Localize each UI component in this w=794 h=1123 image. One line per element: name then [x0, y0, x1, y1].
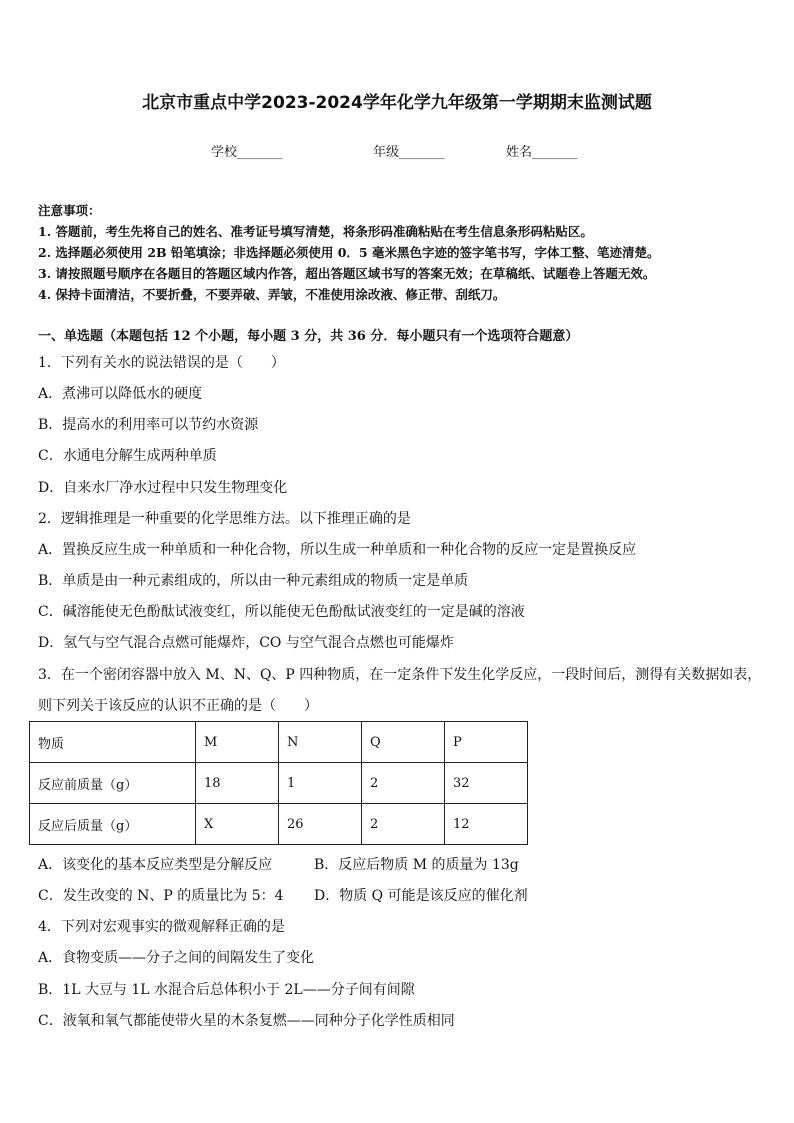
- table-cell: 18: [196, 763, 279, 804]
- notice-item-2: 2. 选择题必须使用 2B 铅笔填涂；非选择题必须使用 0．5 毫米黑色字迹的签字笔书写，字体工整、笔迹清楚。: [38, 245, 660, 260]
- notice-item-4: 4. 保持卡面清洁，不要折叠，不要弄破、弄皱，不准使用涂改液、修正带、刮纸刀。: [38, 287, 506, 302]
- name-field: 姓名_______: [506, 145, 578, 160]
- table-row: [30, 763, 528, 804]
- q4-option-a: A．食物变质——分子之间的间隔发生了变化: [38, 950, 315, 966]
- q3-option-a: A．该变化的基本反应类型是分解反应: [38, 857, 273, 873]
- q2-option-d: D．氢气与空气混合点燃可能爆炸，CO 与空气混合点燃也可能爆炸: [38, 635, 454, 651]
- table-cell: P: [445, 722, 528, 763]
- table-row: [30, 722, 528, 763]
- table-cell: 26: [279, 804, 362, 845]
- table-cell: 反应前质量（g）: [30, 763, 196, 804]
- table-cell: N: [279, 722, 362, 763]
- q1-option-d: D．自来水厂净水过程中只发生物理变化: [38, 480, 288, 496]
- q1-stem: 1．下列有关水的说法错误的是（ ）: [38, 355, 285, 371]
- q1-option-b: B．提高水的利用率可以节约水资源: [38, 417, 259, 433]
- q2-option-c: C．碱溶能使无色酚酞试液变红，所以能使无色酚酞试液变红的一定是碱的溶液: [38, 604, 525, 620]
- school-field: 学校_______: [211, 145, 283, 160]
- table-cell: M: [196, 722, 279, 763]
- grade-field: 年级_______: [373, 145, 445, 160]
- q2-option-b: B．单质是由一种元素组成的，所以由一种元素组成的物质一定是单质: [38, 573, 469, 589]
- table-row: [30, 804, 528, 845]
- table-cell: 2: [362, 763, 445, 804]
- table-cell: 2: [362, 804, 445, 845]
- table-cell: X: [196, 804, 279, 845]
- q1-option-a: A．煮沸可以降低水的硬度: [38, 386, 203, 402]
- section-heading: 一、单选题（本题包括 12 个小题，每小题 3 分，共 36 分．每小题只有一个选项符合题意）: [38, 329, 579, 344]
- notice-item-3: 3. 请按照题号顺序在各题目的答题区域内作答，超出答题区域书写的答案无效；在草稿纸、试题卷上答题无效。: [38, 266, 656, 281]
- q3-stem-line-1: 3．在一个密闭容器中放入 M、N、Q、P 四种物质，在一定条件下发生化学反应，一段时间后，测得有关数据如表，: [38, 667, 762, 683]
- q3-data-table: [29, 721, 528, 845]
- table-cell: Q: [362, 722, 445, 763]
- q1-option-c: C．水通电分解生成两种单质: [38, 448, 217, 464]
- table-cell: 1: [279, 763, 362, 804]
- q2-stem: 2．逻辑推理是一种重要的化学思维方法。以下推理正确的是: [38, 511, 411, 527]
- q3-option-c: C．发生改变的 N、P 的质量比为 5：4: [38, 888, 284, 904]
- q3-stem-line-2: 则下列关于该反应的认识不正确的是（ ）: [38, 698, 318, 714]
- q4-option-c: C．液氧和氧气都能使带火星的木条复燃——同种分子化学性质相同: [38, 1013, 455, 1029]
- q2-option-a: A．置换反应生成一种单质和一种化合物，所以生成一种单质和一种化合物的反应一定是置换反应: [38, 542, 637, 558]
- q4-stem: 4．下列对宏观事实的微观解释正确的是: [38, 919, 285, 935]
- notice-heading: 注意事项：: [38, 203, 101, 218]
- table-cell: 物质: [30, 722, 196, 763]
- exam-title: 北京市重点中学2023-2024学年化学九年级第一学期期末监测试题: [142, 93, 652, 113]
- table-cell: 12: [445, 804, 528, 845]
- q4-option-b: B．1L 大豆与 1L 水混合后总体积小于 2L——分子间有间隙: [38, 982, 415, 998]
- table-cell: 反应后质量（g）: [30, 804, 196, 845]
- table-cell: 32: [445, 763, 528, 804]
- notice-item-1: 1. 答题前，考生先将自己的姓名、准考证号填写清楚，将条形码准确粘贴在考生信息条形码粘贴区。: [38, 224, 593, 239]
- q3-option-b: B．反应后物质 M 的质量为 13g: [314, 857, 519, 873]
- q3-option-d: D．物质 Q 可能是该反应的催化剂: [314, 888, 528, 904]
